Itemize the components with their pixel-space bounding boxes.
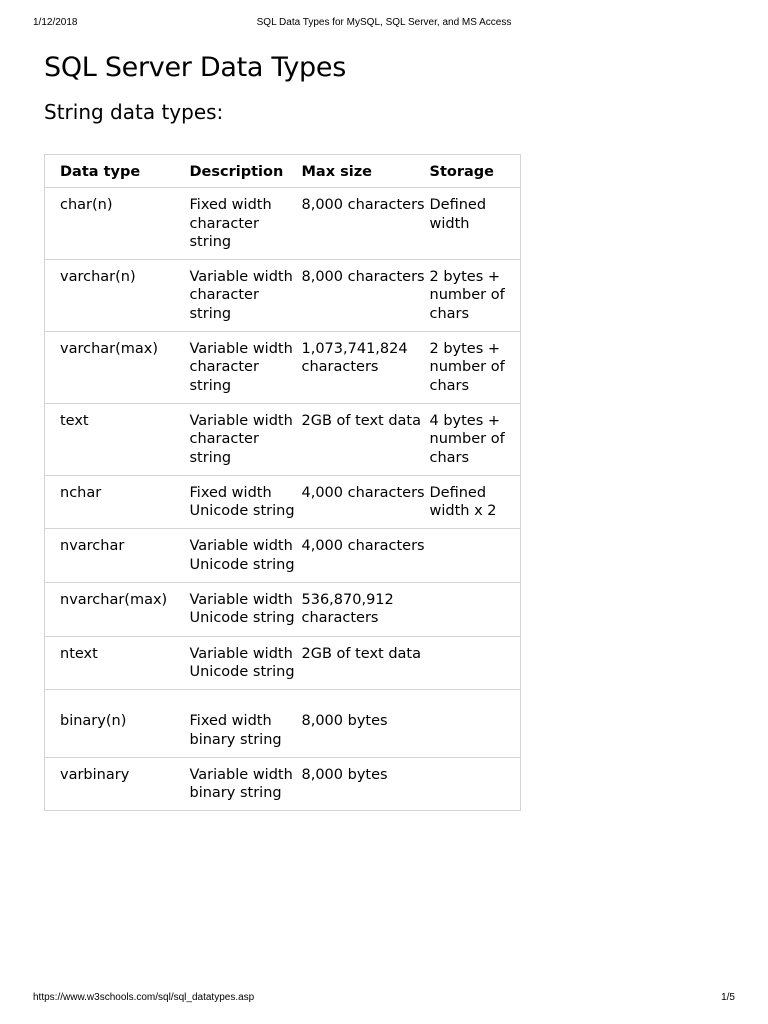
cell-description: Variable width binary string bbox=[189, 766, 293, 802]
string-data-types-table bbox=[44, 154, 521, 811]
cell-description: Fixed width binary string bbox=[189, 713, 282, 748]
cell-data-type: varbinary bbox=[60, 766, 130, 783]
cell-storage: 2 bytes + number of chars bbox=[429, 341, 505, 394]
column-header: Data type bbox=[60, 164, 141, 180]
cell-max-size: 2GB of text data bbox=[301, 645, 421, 662]
table-row bbox=[45, 529, 521, 583]
cell-storage: 2 bytes + number of chars bbox=[429, 269, 505, 322]
column-header: Max size bbox=[301, 164, 372, 180]
cell-description: Variable width character string bbox=[189, 412, 293, 466]
page-number: 1/5 bbox=[721, 992, 735, 1003]
table-row bbox=[45, 403, 521, 475]
cell-data-type: varchar(n) bbox=[60, 269, 136, 286]
page-title: SQL Server Data Types bbox=[44, 52, 346, 83]
cell-storage bbox=[430, 636, 521, 690]
table-row bbox=[45, 260, 521, 332]
print-header bbox=[0, 17, 768, 33]
cell-max-size: 8,000 bytes bbox=[301, 766, 388, 783]
cell-data-type: text bbox=[60, 412, 89, 429]
cell-description: Variable width Unicode string bbox=[189, 592, 295, 627]
cell-data-type: varchar(max) bbox=[60, 341, 159, 358]
cell-description: Variable width Unicode string bbox=[189, 645, 295, 680]
column-header: Storage bbox=[429, 164, 494, 180]
cell-storage bbox=[430, 757, 521, 811]
page-content bbox=[44, 48, 744, 988]
table-row bbox=[45, 583, 521, 637]
cell-max-size: 8,000 bytes bbox=[301, 713, 388, 730]
table-row bbox=[45, 636, 521, 690]
cell-data-type: binary(n) bbox=[60, 713, 127, 730]
cell-data-type: ntext bbox=[60, 645, 98, 662]
cell-max-size: 4,000 characters bbox=[301, 484, 425, 501]
cell-description: Fixed width character string bbox=[189, 197, 272, 250]
cell-storage: Defined width x 2 bbox=[429, 484, 497, 520]
cell-max-size: 536,870,912 characters bbox=[301, 592, 394, 627]
section-heading: String data types: bbox=[44, 100, 224, 124]
cell-storage: 4 bytes + number of chars bbox=[429, 412, 505, 466]
cell-storage bbox=[430, 583, 521, 637]
print-url: https://www.w3schools.com/sql/sql_datatypes.asp bbox=[33, 992, 255, 1003]
cell-description: Variable width Unicode string bbox=[189, 538, 295, 573]
cell-max-size: 2GB of text data bbox=[301, 412, 421, 429]
cell-storage: Defined width bbox=[429, 197, 487, 232]
table-row bbox=[45, 188, 521, 260]
cell-data-type: char(n) bbox=[60, 197, 113, 214]
cell-data-type: nvarchar bbox=[60, 538, 125, 555]
table-row bbox=[45, 332, 521, 404]
cell-max-size: 1,073,741,824 characters bbox=[301, 341, 408, 376]
cell-storage bbox=[430, 690, 521, 758]
table-row bbox=[45, 475, 521, 529]
cell-max-size: 4,000 characters bbox=[301, 538, 425, 555]
column-header: Description bbox=[189, 164, 284, 180]
cell-description: Variable width character string bbox=[189, 269, 293, 322]
table-header-row bbox=[45, 155, 521, 188]
print-document-title: SQL Data Types for MySQL, SQL Server, and MS Access bbox=[256, 17, 512, 28]
table-row bbox=[45, 690, 521, 758]
cell-max-size: 8,000 characters bbox=[301, 197, 425, 214]
print-date: 1/12/2018 bbox=[33, 17, 78, 28]
cell-storage bbox=[430, 529, 521, 583]
cell-description: Fixed width Unicode string bbox=[189, 484, 295, 520]
cell-description: Variable width character string bbox=[189, 341, 293, 394]
print-footer bbox=[0, 992, 768, 1008]
table-row bbox=[45, 757, 521, 811]
cell-max-size: 8,000 characters bbox=[301, 269, 425, 286]
cell-data-type: nchar bbox=[60, 484, 102, 501]
cell-data-type: nvarchar(max) bbox=[60, 592, 168, 609]
